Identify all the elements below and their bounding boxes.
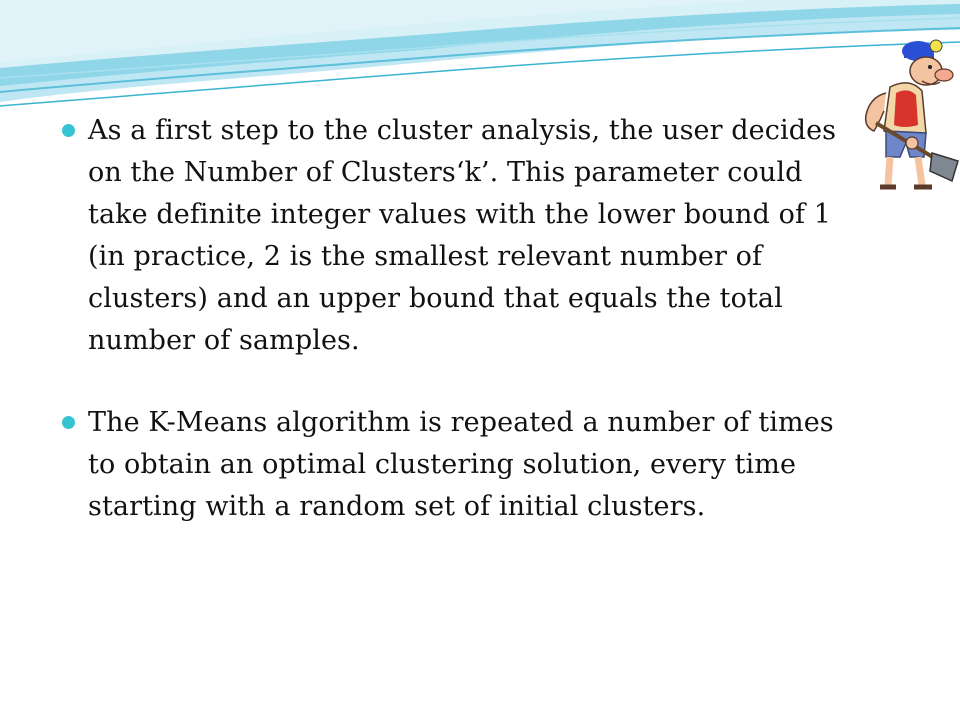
bullet-text: As a first step to the cluster analysis, the user decides on the Number of Clusters‘k’. This parameter could take definite integer values with the lower bound of 1 (in practice, 2 is the smallest relevant number of clusters) and an upper bound that equals the total number of samples. bbox=[88, 115, 837, 356]
bullet-list bbox=[62, 110, 862, 528]
bullet-item-kmeans-repeat bbox=[62, 402, 862, 528]
bullet-marker-icon bbox=[62, 416, 75, 429]
bullet-marker-icon bbox=[62, 124, 75, 137]
bullet-text: The K-Means algorithm is repeated a number of times to obtain an optimal clustering solution, every time starting with a random set of initial clusters. bbox=[88, 407, 834, 522]
bullet-item-cluster-count bbox=[62, 110, 862, 362]
